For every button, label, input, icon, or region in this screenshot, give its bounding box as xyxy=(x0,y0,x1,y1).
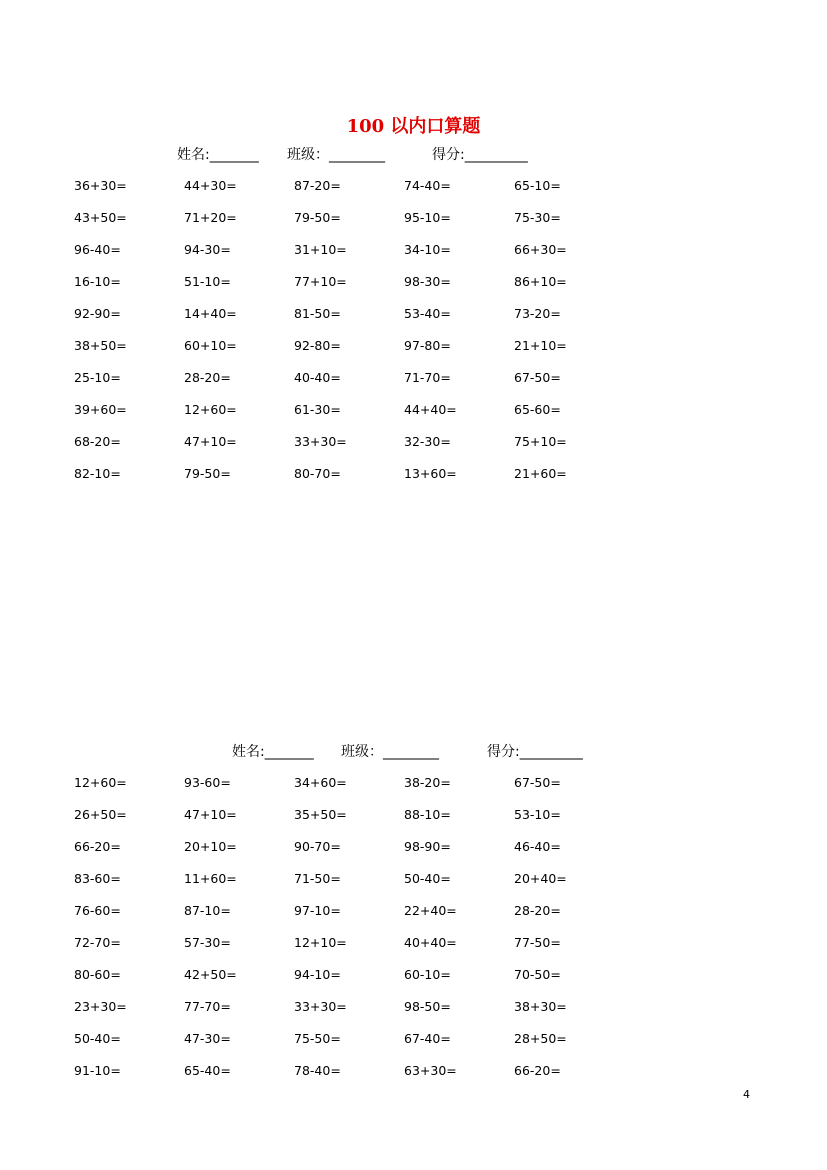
problem: 60-10= xyxy=(404,967,451,982)
problem: 50-40= xyxy=(74,1031,121,1046)
problem-row xyxy=(74,1031,634,1063)
problem: 66-20= xyxy=(74,839,121,854)
problem: 28+50= xyxy=(514,1031,567,1046)
problem: 35+50= xyxy=(294,807,347,822)
problem: 96-40= xyxy=(74,242,121,257)
problem: 44+40= xyxy=(404,402,457,417)
problem: 38-20= xyxy=(404,775,451,790)
problem-row xyxy=(74,466,634,498)
problem: 95-10= xyxy=(404,210,451,225)
problem: 83-60= xyxy=(74,871,121,886)
problem: 76-60= xyxy=(74,903,121,918)
problem: 98-90= xyxy=(404,839,451,854)
problem: 16-10= xyxy=(74,274,121,289)
problem: 75-30= xyxy=(514,210,561,225)
problem: 53-10= xyxy=(514,807,561,822)
name-field-1: 姓名:_______ xyxy=(177,147,259,163)
problem: 77-50= xyxy=(514,935,561,950)
problem-row xyxy=(74,871,634,903)
problem: 51-10= xyxy=(184,274,231,289)
problem: 38+50= xyxy=(74,338,127,353)
problem: 44+30= xyxy=(184,178,237,193)
problem-row xyxy=(74,967,634,999)
problem: 21+60= xyxy=(514,466,567,481)
problem: 14+40= xyxy=(184,306,237,321)
problem-row xyxy=(74,242,634,274)
problem: 90-70= xyxy=(294,839,341,854)
problem: 73-20= xyxy=(514,306,561,321)
problem: 80-60= xyxy=(74,967,121,982)
problem: 98-50= xyxy=(404,999,451,1014)
problem: 12+60= xyxy=(184,402,237,417)
problem: 75-50= xyxy=(294,1031,341,1046)
problem: 38+30= xyxy=(514,999,567,1014)
problem: 40+40= xyxy=(404,935,457,950)
problem: 43+50= xyxy=(74,210,127,225)
class-field-2: 班级：________ xyxy=(341,744,439,760)
problem: 71+20= xyxy=(184,210,237,225)
problem-row xyxy=(74,775,634,807)
problem-row xyxy=(74,306,634,338)
problem: 67-50= xyxy=(514,370,561,385)
problem-row xyxy=(74,903,634,935)
problem-row xyxy=(74,935,634,967)
problem: 72-70= xyxy=(74,935,121,950)
problem-row xyxy=(74,338,634,370)
problem: 11+60= xyxy=(184,871,237,886)
problem-row xyxy=(74,434,634,466)
problem: 80-70= xyxy=(294,466,341,481)
problem: 36+30= xyxy=(74,178,127,193)
problem: 79-50= xyxy=(184,466,231,481)
problem: 12+60= xyxy=(74,775,127,790)
problem: 60+10= xyxy=(184,338,237,353)
problem: 94-30= xyxy=(184,242,231,257)
problem: 21+10= xyxy=(514,338,567,353)
page-number: 4 xyxy=(743,1088,750,1101)
problem: 47-30= xyxy=(184,1031,231,1046)
problem: 68-20= xyxy=(74,434,121,449)
problem: 20+10= xyxy=(184,839,237,854)
problem-row xyxy=(74,210,634,242)
problem: 71-70= xyxy=(404,370,451,385)
problem-row xyxy=(74,274,634,306)
problem: 87-20= xyxy=(294,178,341,193)
problem: 26+50= xyxy=(74,807,127,822)
problem: 22+40= xyxy=(404,903,457,918)
problem: 47+10= xyxy=(184,434,237,449)
problem: 63+30= xyxy=(404,1063,457,1078)
problem: 92-90= xyxy=(74,306,121,321)
problem: 79-50= xyxy=(294,210,341,225)
score-field-1: 得分:_________ xyxy=(432,147,528,163)
problem: 65-40= xyxy=(184,1063,231,1078)
problem: 86+10= xyxy=(514,274,567,289)
problem-row xyxy=(74,1063,634,1095)
problem-row xyxy=(74,999,634,1031)
problem-row xyxy=(74,402,634,434)
problem-row xyxy=(74,178,634,210)
problem: 67-50= xyxy=(514,775,561,790)
problem: 47+10= xyxy=(184,807,237,822)
problem: 70-50= xyxy=(514,967,561,982)
problem: 33+30= xyxy=(294,999,347,1014)
name-field-2: 姓名:_______ xyxy=(232,744,314,760)
problem: 31+10= xyxy=(294,242,347,257)
problem: 94-10= xyxy=(294,967,341,982)
problem: 66+30= xyxy=(514,242,567,257)
problem: 74-40= xyxy=(404,178,451,193)
problem: 28-20= xyxy=(514,903,561,918)
problem: 65-60= xyxy=(514,402,561,417)
problem-grid-2 xyxy=(74,775,634,1095)
problem: 97-80= xyxy=(404,338,451,353)
problem: 75+10= xyxy=(514,434,567,449)
problem: 23+30= xyxy=(74,999,127,1014)
problem-row xyxy=(74,807,634,839)
problem: 25-10= xyxy=(74,370,121,385)
problem: 42+50= xyxy=(184,967,237,982)
problem: 34-10= xyxy=(404,242,451,257)
problem: 88-10= xyxy=(404,807,451,822)
problem: 12+10= xyxy=(294,935,347,950)
problem: 32-30= xyxy=(404,434,451,449)
problem: 77+10= xyxy=(294,274,347,289)
problem: 13+60= xyxy=(404,466,457,481)
problem: 40-40= xyxy=(294,370,341,385)
problem: 71-50= xyxy=(294,871,341,886)
problem: 39+60= xyxy=(74,402,127,417)
problem: 50-40= xyxy=(404,871,451,886)
problem: 98-30= xyxy=(404,274,451,289)
problem: 97-10= xyxy=(294,903,341,918)
problem: 20+40= xyxy=(514,871,567,886)
class-field-1: 班级：________ xyxy=(287,147,385,163)
problem: 65-10= xyxy=(514,178,561,193)
problem: 78-40= xyxy=(294,1063,341,1078)
problem-row xyxy=(74,370,634,402)
page-title: 100 以内口算题 xyxy=(346,116,481,137)
problem: 82-10= xyxy=(74,466,121,481)
score-field-2: 得分:_________ xyxy=(487,744,583,760)
problem: 92-80= xyxy=(294,338,341,353)
problem: 81-50= xyxy=(294,306,341,321)
problem-row xyxy=(74,839,634,871)
problem: 46-40= xyxy=(514,839,561,854)
problem: 87-10= xyxy=(184,903,231,918)
problem: 34+60= xyxy=(294,775,347,790)
problem: 57-30= xyxy=(184,935,231,950)
problem: 61-30= xyxy=(294,402,341,417)
problem: 53-40= xyxy=(404,306,451,321)
problem: 66-20= xyxy=(514,1063,561,1078)
problem: 91-10= xyxy=(74,1063,121,1078)
problem: 93-60= xyxy=(184,775,231,790)
problem: 33+30= xyxy=(294,434,347,449)
problem: 77-70= xyxy=(184,999,231,1014)
problem: 28-20= xyxy=(184,370,231,385)
problem: 67-40= xyxy=(404,1031,451,1046)
problem-grid-1 xyxy=(74,178,634,498)
